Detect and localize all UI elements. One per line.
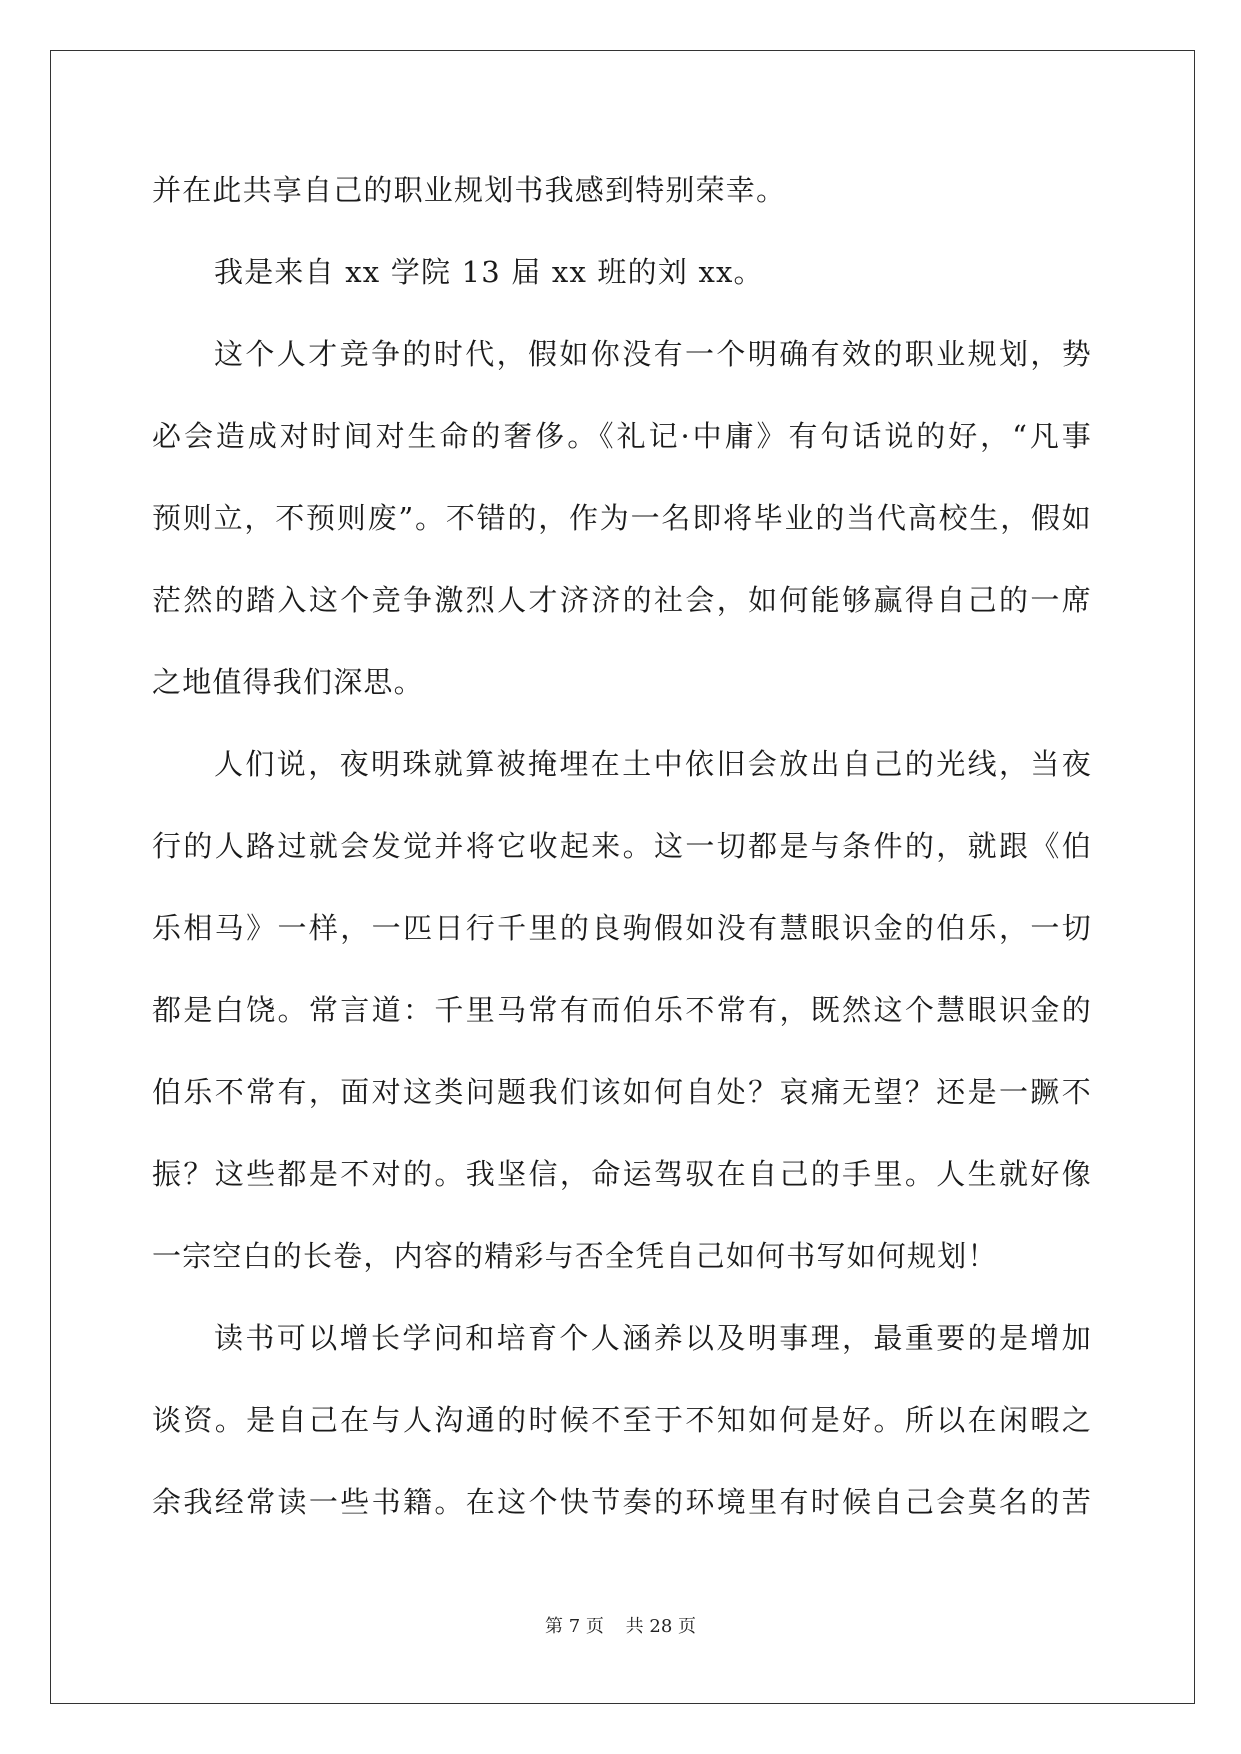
text-line: 之地值得我们深思。 bbox=[152, 665, 424, 699]
text-line: 都是白饶。常言道：千里马常有而伯乐不常有，既然这个慧眼识金的 bbox=[152, 993, 1092, 1027]
text-line: 余我经常读一些书籍。在这个快节奏的环境里有时候自己会莫名的苦 bbox=[152, 1485, 1092, 1519]
text-line: 振？这些都是不对的。我坚信，命运驾驭在自己的手里。人生就好像 bbox=[152, 1157, 1092, 1191]
page-footer bbox=[0, 1612, 1241, 1638]
text-line: 茫然的踏入这个竞争激烈人才济济的社会，如何能够赢得自己的一席 bbox=[152, 583, 1092, 617]
text-line: 我是来自 xx 学院 13 届 xx 班的刘 xx。 bbox=[214, 255, 764, 289]
page-number-total: 共 28 页 bbox=[625, 1616, 696, 1637]
text-line: 预则立，不预则废”。不错的，作为一名即将毕业的当代高校生，假如 bbox=[152, 501, 1092, 535]
text-line: 行的人路过就会发觉并将它收起来。这一切都是与条件的，就跟《伯 bbox=[152, 829, 1092, 863]
text-line: 读书可以增长学问和培育个人涵养以及明事理，最重要的是增加 bbox=[214, 1321, 1092, 1355]
text-line: 一宗空白的长卷，内容的精彩与否全凭自己如何书写如何规划！ bbox=[152, 1239, 998, 1273]
text-line: 这个人才竞争的时代，假如你没有一个明确有效的职业规划，势 bbox=[214, 337, 1092, 371]
text-line: 必会造成对时间对生命的奢侈。《礼记·中庸》有句话说的好，“凡事 bbox=[152, 419, 1092, 453]
text-line: 并在此共享自己的职业规划书我感到特别荣幸。 bbox=[152, 173, 787, 207]
body-text bbox=[152, 162, 1092, 1556]
page-number-current: 第 7 页 bbox=[545, 1616, 604, 1637]
text-line: 乐相马》一样，一匹日行千里的良驹假如没有慧眼识金的伯乐，一切 bbox=[152, 911, 1092, 945]
text-line: 人们说，夜明珠就算被掩埋在土中依旧会放出自己的光线，当夜 bbox=[214, 747, 1092, 781]
text-line: 谈资。是自己在与人沟通的时候不至于不知如何是好。所以在闲暇之 bbox=[152, 1403, 1092, 1437]
text-line: 伯乐不常有，面对这类问题我们该如何自处？哀痛无望？还是一蹶不 bbox=[152, 1075, 1092, 1109]
